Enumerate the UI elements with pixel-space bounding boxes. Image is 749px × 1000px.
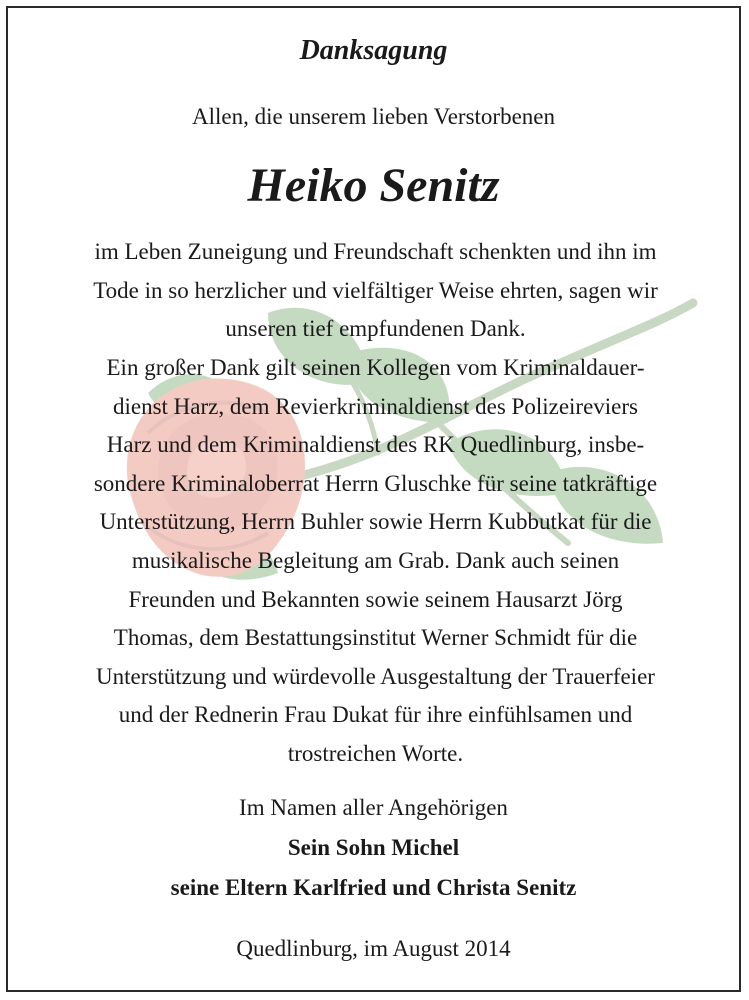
text-line: Thomas, dem Bestattungsinstitut Werner Schmidt für die [113,625,638,651]
place-and-date: Quedlinburg, im August 2014 [236,936,511,961]
text-line: dienst Harz, dem Revierkriminaldienst des Polizeireviers [112,393,638,419]
text-line: Ein großer Dank gilt seinen Kollegen vom Kriminaldauer- [106,355,645,380]
text-line: Unterstützung und würdevolle Ausgestaltung der Trauerfeier [96,663,655,689]
text-line: musikalische Begleitung am Grab. Dank auch seinen [131,547,620,573]
thanks-paragraph-2 [28,349,723,774]
intro-line: Allen, die unserem lieben Verstorbenen [192,104,555,129]
obituary-card [6,6,741,992]
deceased-name: Heiko Senitz [247,159,500,212]
thanks-paragraph-1 [28,233,723,349]
text-line: unseren tief empfundenen Dank. [225,316,526,342]
text-line: Unterstützung, Herrn Buhler sowie Herrn Kubbutkat für die [99,509,652,535]
signature-son: Sein Sohn Michel [287,835,460,860]
text-line: und der Rednerin Frau Dukat für ihre einfühlsamen und [118,702,633,728]
text-line: trostreichen Worte. [287,740,464,766]
signature-intro: Im Namen aller Angehörigen [239,795,508,820]
text-line: im Leben Zuneigung und Freundschaft schenkten und ihn im [94,239,657,264]
text-line: sondere Kriminaloberrat Herrn Gluschke für seine tatkräftige [93,470,658,496]
text-line: Tode in so herzlicher und vielfältiger Weise ehrten, sagen wir [93,277,658,303]
heading-danksagung: Danksagung [299,35,448,66]
text-line: Harz und dem Kriminaldienst des RK Quedlinburg, insbe- [106,432,645,458]
text-line: Freunden und Bekannten sowie seinem Hausarzt Jörg [128,586,623,612]
signature-parents: seine Eltern Karlfried und Christa Senitz [170,875,577,900]
